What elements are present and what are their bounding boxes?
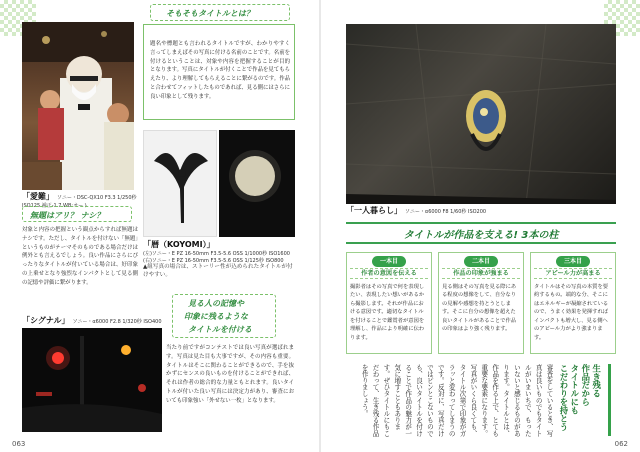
pillar-3-body: タイトルはその写真の本質を要約するもの。端的な分、そこにはエネルギーが凝縮されているので、うまく効果を発揮すればインパクトも増大し、見る側へのアピール力がより強まります。 <box>534 284 609 341</box>
body-nashi: 対象と内容の把握という観点からすれば無題はナシです。ただし、タイトルを付けない「無題」というものがテーマそのものである場合だけは例外とも言えるでしょう。良い作品にさらにぴったりなタイトルが付いている場合は、好印象の上乗せとなり強烈なインパクトとして見る側の記憶や評価に繋がります。 <box>22 227 138 286</box>
pillar-1-title: 作者の意図を伝える <box>350 268 428 279</box>
photo-signal-drawing <box>22 328 162 432</box>
caption-aiken-title: 「愛難」 <box>22 192 54 201</box>
photo-koyomi-bird <box>143 130 217 237</box>
caption-signal-title: 「シグナル」 <box>22 316 70 325</box>
photo-signal <box>22 328 162 432</box>
caption-aiken-info: ソニー・DSC-QX10 F3.3 1/250秒 ISO125 補正-1.7 WB:オート <box>22 195 137 209</box>
vertical-heading <box>558 364 602 438</box>
page-number-left: 063 <box>12 440 26 448</box>
photo-hitori-drawing <box>346 24 616 204</box>
heading-memory-line2: 印象に残るような <box>184 312 248 321</box>
vertical-heading-line3: タイトルにも <box>569 364 580 415</box>
vertical-heading-line1: 生き残る <box>591 364 602 398</box>
caption-koyomi-title: 「暦（KOYOMI）」 <box>143 240 215 249</box>
page-gutter <box>319 0 321 452</box>
vertical-body: 審査をしているとき、写真は良いものでもタイトルがいまいちで、もったいないと感じるものがあります。タイトルとは、作品を作る上で、とても重要な要素になります。写真がいくら良くても、タイトル次第で印象がガラッと変わってしまうのです。反対に、写真だけではピンとこないものでも、良いタイトルを付けることで作品の魅力が一気に増すこともあります。ぜひタイトルにもこだわって、生き残る作品を作りましょう。 <box>360 364 553 437</box>
caption-hitori-title: 「一人暮らし」 <box>346 206 402 215</box>
body-what: 題名や標題とも言われるタイトルですが、わかりやすく言ってしまえばその写真に付ける名前のことです。名前を付けるということは、対象や内容を把握することが目的となります。写真にタイトルが付くことで作品を見てもらえたり、より理解してもらえることに繋がるのです。作品と合わせてフィットしたものであれば、見る側にはさらに良い印象として残ります。 <box>150 41 290 100</box>
caption-signal-info: ソニー・α6000 F2.8 1/320秒 ISO400 <box>72 319 162 325</box>
pillar-1-body: 撮影者はその写真で何を表現したい、表現したい想いがあるから撮影します。それが作品における意図です。適切なタイトルを付けることで鑑賞者が意図を理解し、作品により明確に伝わります。 <box>350 284 425 341</box>
caption-koyomi-note: ▲組写真の場合は、ストーリー性が込められたタイトルが付けやすい。 <box>143 264 293 278</box>
photo-koyomi-moon-drawing <box>219 130 295 237</box>
caption-hitori <box>346 206 616 217</box>
heading-memory-line3: タイトルを付ける <box>188 325 252 334</box>
photo-koyomi-bird-drawing <box>144 131 217 237</box>
vertical-heading-bar <box>608 364 611 436</box>
pillar-2-title: 作品の印象が強まる <box>442 268 520 279</box>
heading-nashi: 無題はアリ？ ナシ？ <box>30 211 105 220</box>
photo-aiken <box>22 22 134 190</box>
heading-what: そもそもタイトルとは？ <box>166 9 254 18</box>
pillar-2-badge: 二本目 <box>464 256 498 267</box>
caption-koyomi-info-1: (左)ソニー・E PZ 16-50mm F3.5-5.6 OSS 1/1000秒 ISO1600 <box>143 250 290 257</box>
pillar-2-body: 見る側はその写真を見る際にある程度の想像をして、自分なりの見解や感想を持とうとします。そこに自分の想像を超えた良いタイトルがあることで作品の印象はより強く残ります。 <box>442 284 517 333</box>
pillar-3-title: アピール力が高まる <box>534 268 612 279</box>
photo-koyomi-moon <box>219 130 295 237</box>
page-number-right: 062 <box>614 440 628 448</box>
pillar-3-badge: 三本目 <box>556 256 590 267</box>
caption-koyomi <box>143 240 298 279</box>
caption-koyomi-info-2: (右)ソニー・E PZ 16-50mm F3.5-5.6 OSS 1/125秒 ISO800 <box>143 257 284 264</box>
caption-hitori-info: ソニー・α6000 F8 1/60秒 ISO200 <box>405 209 487 215</box>
heading-memory-line1: 見る人の記憶や <box>188 299 244 308</box>
photo-aiken-drawing <box>22 22 134 190</box>
body-memory: 当たり前ですがコンテストでは良い写真が選ばれます。写真は見た目も大事ですが、その内容も重要。タイトルはそこに関わることができるので、手を抜かずにセンスの良いものを付けることができれば、それは作者の総合的な力量ともとれます。良いタイトルが付いた良い写真には決定力があり、審査においても印象強い「外せない一枚」となります。 <box>166 345 294 404</box>
caption-signal <box>22 316 192 327</box>
pillar-1-badge: 一本目 <box>372 256 406 267</box>
vertical-heading-line4: こだわりを持とう <box>558 364 569 432</box>
vertical-heading-line2: 作品だから <box>580 364 591 406</box>
photo-hitori <box>346 24 616 204</box>
pillars-banner-title: タイトルが作品を支える! 3本の柱 <box>403 230 559 241</box>
